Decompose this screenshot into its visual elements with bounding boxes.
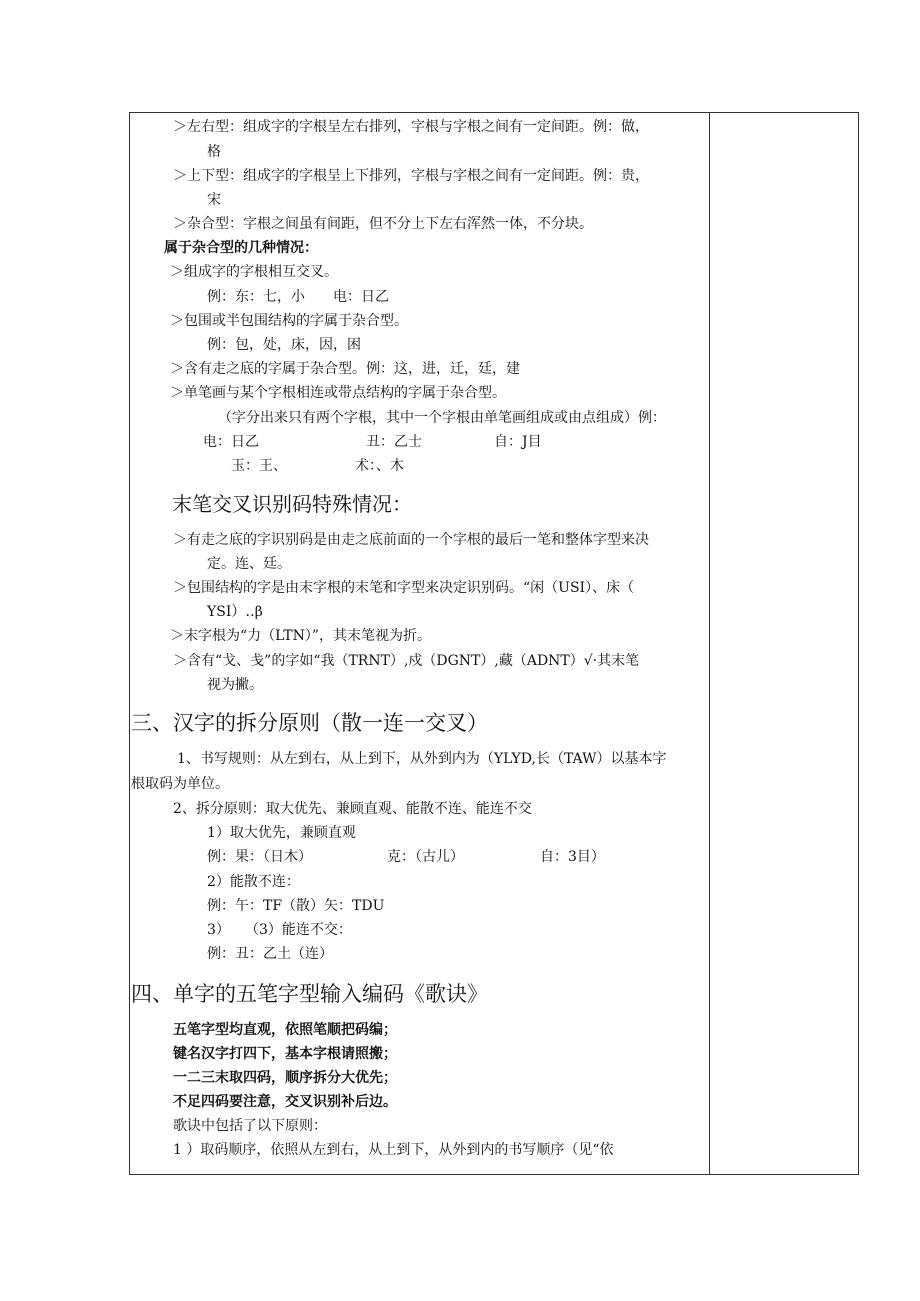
text-line: YSI）‥β	[207, 604, 263, 620]
text-line: 定。连、廷。	[207, 556, 291, 572]
section-heading: 四、单字的五笔字型输入编码《歌诀》	[131, 982, 488, 1006]
text-line: 电：日乙	[203, 434, 259, 450]
subheading: 属于杂合型的几种情况：	[164, 240, 318, 256]
text-line: 格	[207, 144, 221, 160]
section-heading: 三、汉字的拆分原则（散一连一交叉）	[131, 711, 488, 735]
text-line: ＞左右型：组成字的字根呈左右排列，字根与字根之间有一定间距。例：做，	[173, 119, 649, 135]
text-line: 根取码为单位。	[131, 776, 229, 792]
text-line: 2、拆分原则：取大优先、兼顾直观、能散不连、能连不交	[173, 801, 532, 817]
text-line: 1 ）取码顺序，依照从左到右，从上到下，从外到内的书写顺序（见“依	[173, 1142, 614, 1158]
verse-line: 不足四码要注意，交叉识别补后边。	[173, 1094, 397, 1110]
text-line: 视为撇。	[207, 677, 263, 693]
text-line: 自：J目	[494, 434, 542, 450]
text-line: 歌诀中包括了以下原则：	[173, 1118, 327, 1134]
text-line: 自：3目）	[540, 849, 605, 865]
column-divider	[709, 112, 710, 1175]
text-line: ＞有走之底的字识别码是由走之底前面的一个字根的最后一笔和整体字型来决	[173, 532, 649, 548]
text-line: 3）	[207, 922, 230, 938]
text-line: ＞含有走之底的字属于杂合型。例：这，进，迁，廷，建	[170, 361, 520, 377]
text-line: 玉：王、	[231, 458, 287, 474]
text-line: 1、书写规则：从左到右，从上到下，从外到内为（YLYD,长（TAW）以基本字	[177, 751, 667, 767]
text-line: （3）能连不交：	[245, 922, 352, 938]
text-line: （字分出来只有两个字根，其中一个字根由单笔画组成或由点组成）例：	[218, 410, 666, 426]
verse-line: 五笔字型均直观，依照笔顺把码编；	[173, 1022, 397, 1038]
text-line: 术：、木	[355, 458, 404, 474]
text-line: 例：午：TF（散）矢：TDU	[207, 898, 385, 914]
text-line: ＞组成字的字根相互交叉。	[170, 264, 338, 280]
verse-line: 键名汉字打四下，基本字根请照搬；	[173, 1046, 397, 1062]
text-line: 丑：乙士	[366, 434, 422, 450]
text-line: ＞上下型：组成字的字根呈上下排列，字根与字根之间有一定间距。例：贵，	[173, 168, 649, 184]
section-heading: 末笔交叉识别码特殊情况：	[172, 492, 412, 516]
text-line: ＞末字根为“力（LTN）”，其末笔视为折。	[170, 628, 432, 644]
text-line: 例：丑：乙土（连）	[207, 946, 333, 962]
text-line: ＞含有“戈、戋”的字如“我（TRNT）,戍（DGNT）,藏（ADNT）√·其末笔	[173, 653, 640, 669]
text-line: ＞单笔画与某个字根相连或带点结构的字属于杂合型。	[170, 385, 506, 401]
verse-line: 一二三末取四码，顺序拆分大优先；	[173, 1070, 397, 1086]
text-line: 1）取大优先，兼顾直观	[207, 825, 356, 841]
text-line: 例：东：七，小 电：日乙	[207, 289, 389, 305]
text-line: 2）能散不连：	[207, 874, 300, 890]
text-line: ＞杂合型：字根之间虽有间距，但不分上下左右浑然一体，不分块。	[173, 216, 593, 232]
text-line: ＞包围或半包围结构的字属于杂合型。	[170, 313, 408, 329]
text-line: 例：包，处，床，因，困	[207, 337, 361, 353]
text-line: 例：果：（日木）	[207, 849, 312, 865]
text-line: ＞包围结构的字是由末字根的末笔和字型来决定识别码。“闲（USI）、床（	[173, 580, 635, 596]
text-line: 克：（古儿）	[387, 849, 464, 865]
text-line: 宋	[207, 192, 221, 208]
